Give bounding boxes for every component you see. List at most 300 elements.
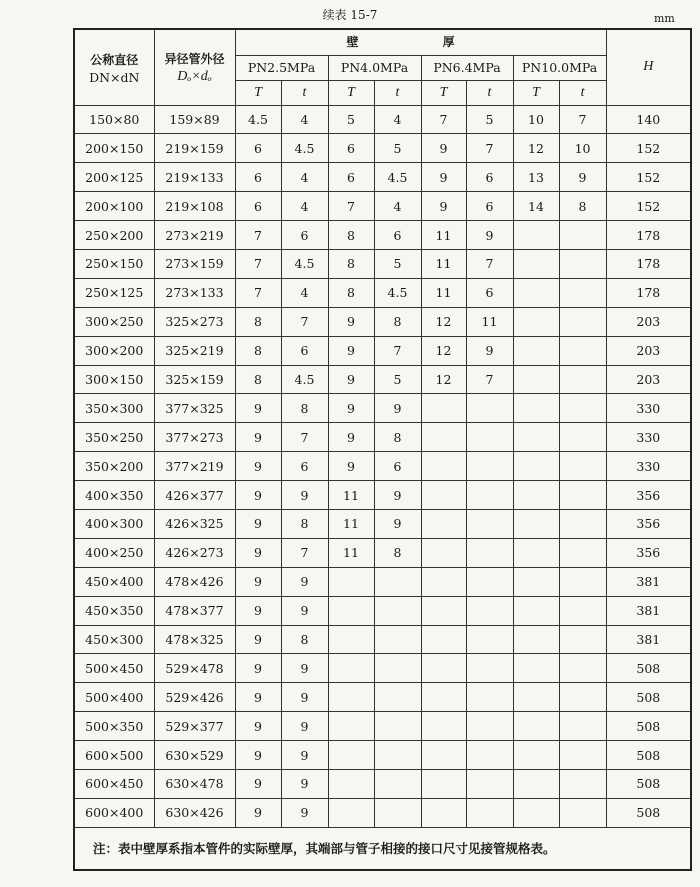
cell-pn64-T: 11 xyxy=(421,249,466,278)
cell-pn40-T xyxy=(328,683,374,712)
cell-pn64-t xyxy=(466,394,513,423)
cell-H: 330 xyxy=(606,423,691,452)
cell-pn64-T: 9 xyxy=(421,163,466,192)
cell-pn64-t xyxy=(466,654,513,683)
cell-nominal-diameter: 250×150 xyxy=(74,249,154,278)
cell-H: 330 xyxy=(606,452,691,481)
cell-outer-diameter: 529×377 xyxy=(154,712,235,741)
cell-pn64-T xyxy=(421,509,466,538)
cell-outer-diameter: 630×529 xyxy=(154,741,235,770)
cell-nominal-diameter: 200×125 xyxy=(74,163,154,192)
header-wall-thickness: 壁 厚 xyxy=(235,29,606,55)
cell-outer-diameter: 219×108 xyxy=(154,192,235,221)
cell-pn40-T xyxy=(328,712,374,741)
cell-pn100-t xyxy=(559,365,606,394)
header-outer-diameter-label: 异径管外径 xyxy=(164,52,225,67)
cell-pn40-t xyxy=(374,567,421,596)
cell-nominal-diameter: 200×150 xyxy=(74,134,154,163)
cell-nominal-diameter: 150×80 xyxy=(74,105,154,134)
cell-pn40-t xyxy=(374,769,421,798)
cell-pn25-t: 9 xyxy=(281,481,328,510)
cell-outer-diameter: 325×219 xyxy=(154,336,235,365)
cell-pn40-T: 11 xyxy=(328,509,374,538)
cell-pn100-T xyxy=(513,683,559,712)
cell-pn64-t: 5 xyxy=(466,105,513,134)
cell-pn100-T xyxy=(513,481,559,510)
cell-pn25-t: 6 xyxy=(281,452,328,481)
cell-pn40-T xyxy=(328,625,374,654)
cell-pn40-T: 11 xyxy=(328,481,374,510)
cell-H: 381 xyxy=(606,625,691,654)
cell-H: 152 xyxy=(606,163,691,192)
cell-pn100-t xyxy=(559,423,606,452)
cell-pn40-T xyxy=(328,769,374,798)
cell-nominal-diameter: 350×200 xyxy=(74,452,154,481)
cell-H: 152 xyxy=(606,134,691,163)
cell-pn25-T: 9 xyxy=(235,798,281,827)
cell-pn25-t: 9 xyxy=(281,567,328,596)
cell-pn25-T: 9 xyxy=(235,509,281,538)
cell-pn100-t xyxy=(559,307,606,336)
cell-outer-diameter: 273×159 xyxy=(154,249,235,278)
cell-pn64-t xyxy=(466,538,513,567)
header-T: T xyxy=(328,80,374,105)
cell-outer-diameter: 273×133 xyxy=(154,278,235,307)
cell-outer-diameter: 159×89 xyxy=(154,105,235,134)
cell-pn25-T: 9 xyxy=(235,654,281,683)
cell-pn100-T xyxy=(513,249,559,278)
cell-pn100-T xyxy=(513,221,559,250)
table-row xyxy=(74,163,691,192)
cell-pn25-t: 9 xyxy=(281,683,328,712)
table-row xyxy=(74,654,691,683)
cell-pn40-t: 8 xyxy=(374,307,421,336)
cell-pn40-T xyxy=(328,741,374,770)
cell-pn40-t xyxy=(374,712,421,741)
cell-pn64-T xyxy=(421,452,466,481)
cell-pn25-T: 6 xyxy=(235,163,281,192)
cell-pn100-t xyxy=(559,625,606,654)
cell-pn40-t: 9 xyxy=(374,509,421,538)
cell-outer-diameter: 529×478 xyxy=(154,654,235,683)
cell-pn100-t xyxy=(559,394,606,423)
cell-pn64-T xyxy=(421,769,466,798)
cell-pn40-T: 9 xyxy=(328,423,374,452)
header-pn64: PN6.4MPa xyxy=(421,55,513,80)
header-nominal-diameter xyxy=(74,29,154,105)
cell-pn100-T xyxy=(513,712,559,741)
cell-pn64-T: 12 xyxy=(421,336,466,365)
cell-nominal-diameter: 400×350 xyxy=(74,481,154,510)
header-outer-diameter xyxy=(154,29,235,105)
cell-pn64-T xyxy=(421,423,466,452)
cell-pn40-t: 8 xyxy=(374,423,421,452)
cell-nominal-diameter: 450×400 xyxy=(74,567,154,596)
cell-pn64-t: 6 xyxy=(466,163,513,192)
cell-pn100-t xyxy=(559,741,606,770)
cell-pn25-T: 7 xyxy=(235,249,281,278)
cell-pn100-t xyxy=(559,509,606,538)
cell-pn100-t: 9 xyxy=(559,163,606,192)
cell-pn64-t xyxy=(466,509,513,538)
cell-pn64-t: 7 xyxy=(466,134,513,163)
cell-H: 508 xyxy=(606,769,691,798)
cell-nominal-diameter: 500×400 xyxy=(74,683,154,712)
table-row xyxy=(74,798,691,827)
cell-pn25-T: 9 xyxy=(235,538,281,567)
table-row xyxy=(74,538,691,567)
cell-pn25-T: 7 xyxy=(235,278,281,307)
cell-pn64-t: 6 xyxy=(466,278,513,307)
cell-pn25-t: 9 xyxy=(281,596,328,625)
table-row xyxy=(74,596,691,625)
cell-pn64-T xyxy=(421,567,466,596)
cell-pn40-t xyxy=(374,683,421,712)
cell-outer-diameter: 219×159 xyxy=(154,134,235,163)
cell-nominal-diameter: 350×300 xyxy=(74,394,154,423)
cell-pn25-t: 4.5 xyxy=(281,365,328,394)
table-row xyxy=(74,683,691,712)
cell-nominal-diameter: 600×500 xyxy=(74,741,154,770)
cell-pn40-T: 9 xyxy=(328,336,374,365)
cell-pn64-T xyxy=(421,683,466,712)
cell-pn64-T xyxy=(421,394,466,423)
cell-pn40-T: 11 xyxy=(328,538,374,567)
header-T: T xyxy=(421,80,466,105)
cell-pn25-T: 9 xyxy=(235,452,281,481)
table-row xyxy=(74,307,691,336)
cell-pn25-T: 9 xyxy=(235,712,281,741)
cell-pn25-t: 4.5 xyxy=(281,249,328,278)
cell-pn40-T: 9 xyxy=(328,452,374,481)
header-t: t xyxy=(559,80,606,105)
table-row xyxy=(74,221,691,250)
cell-pn40-T: 9 xyxy=(328,307,374,336)
header-pn40: PN4.0MPa xyxy=(328,55,421,80)
cell-nominal-diameter: 600×450 xyxy=(74,769,154,798)
cell-nominal-diameter: 450×300 xyxy=(74,625,154,654)
cell-pn40-t xyxy=(374,596,421,625)
cell-pn100-T: 14 xyxy=(513,192,559,221)
cell-outer-diameter: 426×325 xyxy=(154,509,235,538)
cell-pn40-t xyxy=(374,741,421,770)
cell-pn25-t: 6 xyxy=(281,336,328,365)
table-row xyxy=(74,134,691,163)
cell-pn64-t xyxy=(466,769,513,798)
cell-nominal-diameter: 300×250 xyxy=(74,307,154,336)
table-row xyxy=(74,336,691,365)
cell-pn40-t: 8 xyxy=(374,538,421,567)
cell-H: 203 xyxy=(606,365,691,394)
cell-pn40-t: 4.5 xyxy=(374,278,421,307)
cell-outer-diameter: 377×273 xyxy=(154,423,235,452)
cell-pn64-T: 12 xyxy=(421,307,466,336)
cell-pn100-t xyxy=(559,654,606,683)
cell-nominal-diameter: 200×100 xyxy=(74,192,154,221)
cell-nominal-diameter: 400×250 xyxy=(74,538,154,567)
cell-outer-diameter: 426×377 xyxy=(154,481,235,510)
cell-H: 330 xyxy=(606,394,691,423)
cell-pn64-T: 9 xyxy=(421,192,466,221)
table-row xyxy=(74,105,691,134)
cell-H: 508 xyxy=(606,654,691,683)
cell-pn100-t xyxy=(559,278,606,307)
cell-pn40-t: 5 xyxy=(374,249,421,278)
cell-pn100-t xyxy=(559,596,606,625)
table-row xyxy=(74,509,691,538)
cell-pn100-T xyxy=(513,625,559,654)
cell-pn64-t: 6 xyxy=(466,192,513,221)
cell-H: 152 xyxy=(606,192,691,221)
cell-pn40-T xyxy=(328,567,374,596)
cell-pn25-t: 9 xyxy=(281,654,328,683)
cell-outer-diameter: 325×273 xyxy=(154,307,235,336)
table-row xyxy=(74,481,691,510)
table-row xyxy=(74,625,691,654)
table-row xyxy=(74,452,691,481)
cell-pn25-T: 6 xyxy=(235,192,281,221)
cell-H: 381 xyxy=(606,567,691,596)
cell-pn100-T xyxy=(513,538,559,567)
cell-H: 203 xyxy=(606,336,691,365)
header-T: T xyxy=(235,80,281,105)
cell-pn40-T: 9 xyxy=(328,394,374,423)
cell-pn100-T xyxy=(513,394,559,423)
cell-nominal-diameter: 400×300 xyxy=(74,509,154,538)
cell-H: 508 xyxy=(606,683,691,712)
table-row xyxy=(74,192,691,221)
cell-pn64-t xyxy=(466,481,513,510)
cell-H: 381 xyxy=(606,596,691,625)
cell-pn100-T: 12 xyxy=(513,134,559,163)
cell-nominal-diameter: 350×250 xyxy=(74,423,154,452)
cell-pn25-t: 9 xyxy=(281,769,328,798)
cell-nominal-diameter: 500×350 xyxy=(74,712,154,741)
cell-pn64-t xyxy=(466,741,513,770)
cell-pn40-T xyxy=(328,596,374,625)
header-nominal-diameter-symbol: DN×dN xyxy=(89,69,140,85)
cell-pn100-T xyxy=(513,307,559,336)
header-pn100: PN10.0MPa xyxy=(513,55,606,80)
cell-outer-diameter: 219×133 xyxy=(154,163,235,192)
cell-H: 508 xyxy=(606,798,691,827)
cell-pn25-T: 9 xyxy=(235,683,281,712)
cell-pn25-t: 7 xyxy=(281,538,328,567)
cell-pn100-T xyxy=(513,596,559,625)
table-row xyxy=(74,741,691,770)
cell-pn64-t xyxy=(466,798,513,827)
table-row xyxy=(74,394,691,423)
cell-outer-diameter: 426×273 xyxy=(154,538,235,567)
cell-pn100-t xyxy=(559,481,606,510)
cell-pn100-T xyxy=(513,654,559,683)
cell-outer-diameter: 325×159 xyxy=(154,365,235,394)
header-pn25: PN2.5MPa xyxy=(235,55,328,80)
cell-pn100-T xyxy=(513,769,559,798)
cell-pn100-T xyxy=(513,365,559,394)
cell-H: 140 xyxy=(606,105,691,134)
unit-label: mm xyxy=(654,12,675,25)
cell-pn25-t: 8 xyxy=(281,509,328,538)
cell-pn40-t: 5 xyxy=(374,365,421,394)
reducer-wall-thickness-table xyxy=(73,28,692,871)
header-nominal-diameter-label: 公称直径 xyxy=(90,52,139,67)
cell-pn40-t: 4.5 xyxy=(374,163,421,192)
table-row xyxy=(74,278,691,307)
cell-pn25-T: 6 xyxy=(235,134,281,163)
cell-outer-diameter: 630×426 xyxy=(154,798,235,827)
cell-pn25-t: 6 xyxy=(281,221,328,250)
table-body xyxy=(74,105,691,827)
cell-pn64-T xyxy=(421,798,466,827)
cell-pn100-t xyxy=(559,538,606,567)
cell-pn100-t xyxy=(559,683,606,712)
cell-pn100-t: 7 xyxy=(559,105,606,134)
cell-pn25-T: 8 xyxy=(235,307,281,336)
table-row xyxy=(74,712,691,741)
cell-pn25-T: 9 xyxy=(235,741,281,770)
cell-pn25-t: 4 xyxy=(281,105,328,134)
table-caption: 续表 15-7 xyxy=(322,8,378,22)
cell-pn40-t xyxy=(374,625,421,654)
cell-pn100-t xyxy=(559,221,606,250)
cell-pn25-t: 7 xyxy=(281,423,328,452)
cell-pn40-t: 6 xyxy=(374,452,421,481)
cell-outer-diameter: 377×325 xyxy=(154,394,235,423)
cell-pn100-T xyxy=(513,741,559,770)
cell-pn40-t: 5 xyxy=(374,134,421,163)
cell-pn64-T xyxy=(421,596,466,625)
cell-pn100-T xyxy=(513,509,559,538)
cell-pn100-t: 10 xyxy=(559,134,606,163)
cell-pn25-t: 4.5 xyxy=(281,134,328,163)
cell-pn25-T: 4.5 xyxy=(235,105,281,134)
cell-pn64-t: 9 xyxy=(466,221,513,250)
cell-pn100-t xyxy=(559,712,606,741)
cell-nominal-diameter: 250×125 xyxy=(74,278,154,307)
cell-pn40-t xyxy=(374,654,421,683)
cell-pn25-t: 9 xyxy=(281,712,328,741)
cell-pn25-T: 9 xyxy=(235,567,281,596)
cell-pn64-t xyxy=(466,452,513,481)
cell-pn64-T xyxy=(421,538,466,567)
header-t: t xyxy=(374,80,421,105)
cell-pn25-t: 8 xyxy=(281,625,328,654)
cell-outer-diameter: 478×426 xyxy=(154,567,235,596)
cell-pn100-t xyxy=(559,567,606,596)
cell-pn25-t: 4 xyxy=(281,192,328,221)
cell-pn40-T: 6 xyxy=(328,134,374,163)
cell-pn25-t: 4 xyxy=(281,163,328,192)
header-T: T xyxy=(513,80,559,105)
cell-pn64-T: 11 xyxy=(421,278,466,307)
header-outer-diameter-symbol: Dₒ×dₒ xyxy=(177,69,212,85)
cell-pn64-T xyxy=(421,625,466,654)
cell-nominal-diameter: 300×200 xyxy=(74,336,154,365)
table-row xyxy=(74,423,691,452)
cell-pn40-T xyxy=(328,798,374,827)
cell-pn40-T: 6 xyxy=(328,163,374,192)
cell-pn64-T xyxy=(421,741,466,770)
cell-pn25-T: 8 xyxy=(235,365,281,394)
cell-pn64-t xyxy=(466,596,513,625)
cell-pn25-t: 9 xyxy=(281,798,328,827)
cell-pn100-t xyxy=(559,452,606,481)
cell-pn40-T: 7 xyxy=(328,192,374,221)
cell-pn25-T: 9 xyxy=(235,625,281,654)
cell-pn25-T: 9 xyxy=(235,596,281,625)
cell-pn64-t xyxy=(466,423,513,452)
cell-pn25-t: 9 xyxy=(281,741,328,770)
cell-pn40-T: 8 xyxy=(328,278,374,307)
cell-pn25-t: 7 xyxy=(281,307,328,336)
cell-pn64-t xyxy=(466,567,513,596)
table-row xyxy=(74,567,691,596)
cell-nominal-diameter: 250×200 xyxy=(74,221,154,250)
cell-pn64-T: 7 xyxy=(421,105,466,134)
cell-nominal-diameter: 600×400 xyxy=(74,798,154,827)
cell-outer-diameter: 529×426 xyxy=(154,683,235,712)
cell-pn64-T: 9 xyxy=(421,134,466,163)
cell-H: 356 xyxy=(606,538,691,567)
cell-pn25-T: 8 xyxy=(235,336,281,365)
cell-pn100-t xyxy=(559,249,606,278)
table-row xyxy=(74,249,691,278)
cell-nominal-diameter: 300×150 xyxy=(74,365,154,394)
cell-pn40-t: 4 xyxy=(374,105,421,134)
cell-pn40-t: 4 xyxy=(374,192,421,221)
table-row xyxy=(74,769,691,798)
cell-H: 203 xyxy=(606,307,691,336)
cell-H: 508 xyxy=(606,712,691,741)
cell-H: 178 xyxy=(606,221,691,250)
cell-pn100-T xyxy=(513,336,559,365)
cell-pn64-t: 7 xyxy=(466,365,513,394)
cell-H: 178 xyxy=(606,249,691,278)
cell-pn40-t: 7 xyxy=(374,336,421,365)
table-row xyxy=(74,365,691,394)
cell-pn64-t: 9 xyxy=(466,336,513,365)
cell-outer-diameter: 273×219 xyxy=(154,221,235,250)
cell-pn64-t xyxy=(466,625,513,654)
cell-H: 356 xyxy=(606,481,691,510)
cell-pn64-T: 12 xyxy=(421,365,466,394)
cell-pn100-T: 13 xyxy=(513,163,559,192)
cell-pn40-T xyxy=(328,654,374,683)
cell-outer-diameter: 478×377 xyxy=(154,596,235,625)
cell-pn64-T xyxy=(421,712,466,741)
header-t: t xyxy=(466,80,513,105)
cell-pn100-T xyxy=(513,423,559,452)
cell-pn40-t: 6 xyxy=(374,221,421,250)
cell-pn64-T xyxy=(421,654,466,683)
cell-pn64-T: 11 xyxy=(421,221,466,250)
cell-pn64-t: 7 xyxy=(466,249,513,278)
cell-pn25-T: 9 xyxy=(235,394,281,423)
cell-pn25-T: 9 xyxy=(235,481,281,510)
header-H: H xyxy=(606,29,691,105)
cell-outer-diameter: 478×325 xyxy=(154,625,235,654)
cell-pn25-T: 9 xyxy=(235,769,281,798)
cell-pn40-T: 8 xyxy=(328,249,374,278)
cell-outer-diameter: 377×219 xyxy=(154,452,235,481)
cell-pn25-t: 4 xyxy=(281,278,328,307)
cell-pn40-t xyxy=(374,798,421,827)
cell-pn100-T xyxy=(513,567,559,596)
cell-pn64-t: 11 xyxy=(466,307,513,336)
cell-pn40-T: 8 xyxy=(328,221,374,250)
cell-pn40-t: 9 xyxy=(374,394,421,423)
